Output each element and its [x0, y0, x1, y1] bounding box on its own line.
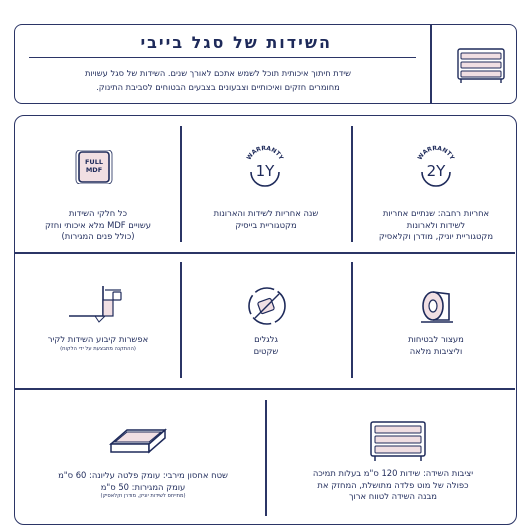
mdf-label-1: FULL	[84, 158, 103, 166]
feature-caption: גלגלים	[254, 334, 278, 344]
col-divider-5	[265, 400, 267, 516]
col-divider-2	[351, 126, 353, 242]
feature-wall-anchor	[23, 334, 173, 352]
warranty-word: WARRANTY	[245, 144, 285, 162]
svg-text:WARRANTY	[417, 145, 456, 162]
feature-caption: מעצור לבטיחות	[408, 334, 464, 344]
feature-note: (מתייחס לשידות יוניק, מודרן וקלאסיק)	[100, 493, 186, 499]
feature-silent-wheels	[189, 334, 343, 357]
feature-caption: מקטגוריית יוניק, מודרן וקלאסיק	[378, 231, 494, 241]
feature-caption: מבנה השידה לטווח ארוך	[349, 491, 437, 501]
row-divider-1	[15, 252, 515, 254]
feature-caption: וליציבות מלאה	[409, 345, 463, 356]
feature-caption: שנה אחריות לשידות והארונות	[213, 208, 319, 218]
feature-warranty-2y	[358, 208, 514, 243]
feature-caption: כפולה של מוט פלדה מתושלת, המחזק את	[317, 479, 469, 490]
feature-full-mdf	[23, 208, 173, 243]
header-text	[15, 25, 430, 103]
feature-caption: שטח אחסון מירבי: עומק פלטה עליונה: 60 ס"מ	[58, 470, 228, 480]
feature-caption: לשידות ולארונות	[406, 219, 466, 230]
full-mdf-icon	[73, 150, 115, 184]
silent-wheels-icon	[245, 284, 289, 328]
feature-dresser-stability	[275, 468, 511, 503]
page-title: השידות של סגל בייבי	[140, 33, 332, 52]
feature-caption: כל חלקי השידות	[68, 208, 128, 218]
feature-storage	[25, 470, 261, 499]
description-line-1: שידת חיתוך איכותית תוכל לשמש אתכם לאורך שנים. השידות של סגל עשויות	[84, 68, 352, 78]
svg-text:WARRANTY	[246, 145, 285, 162]
changing-pad-icon	[107, 422, 169, 462]
feature-caption: עשויים MDF מלא איכותי וחזק	[44, 219, 152, 230]
warranty-word: WARRANTY	[416, 144, 456, 162]
feature-caption: עומק המגירות: 50 ס"מ	[100, 481, 186, 492]
col-divider-1	[180, 126, 182, 242]
warranty-1y-icon	[241, 144, 289, 192]
title-underline	[29, 57, 416, 58]
warranty-2y-icon	[412, 144, 460, 192]
dresser-icon	[367, 418, 429, 462]
feature-caption: אפשרות קיבוע השידות לקיר	[47, 334, 149, 344]
warranty-value: 2Y	[426, 162, 446, 180]
header-divider	[430, 25, 432, 103]
features-card	[14, 115, 517, 525]
warranty-value: 1Y	[255, 162, 275, 180]
dresser-icon	[452, 45, 512, 85]
wall-anchor-icon	[65, 282, 129, 328]
feature-warranty-1y	[189, 208, 343, 231]
row-divider-2	[15, 388, 515, 390]
feature-caption: שקטים	[253, 345, 279, 356]
feature-caption: אחריות רחבה: שנתיים אחריות	[382, 208, 490, 218]
feature-drawer-stopper	[358, 334, 514, 357]
col-divider-3	[180, 262, 182, 378]
description-line-2: מחומרים חזקים ואיכותיים וצבעונים בצבעים הבטוחים לסביבת התינוק.	[96, 82, 340, 92]
header-description	[68, 66, 368, 94]
mdf-label-2: MDF	[85, 166, 103, 174]
feature-note: (ההתקנה מתבצעת על ידי הלקוח)	[60, 345, 136, 352]
header-card	[14, 24, 517, 104]
feature-caption: יציבות השידה: שידות 120 ס"מ בעלות תמיכה	[312, 468, 474, 478]
col-divider-4	[351, 262, 353, 378]
feature-caption: מקטגוריית בייסיק	[235, 219, 297, 230]
drawer-stopper-icon	[415, 284, 459, 328]
feature-caption: (כולל פנים המגירות)	[61, 231, 135, 241]
